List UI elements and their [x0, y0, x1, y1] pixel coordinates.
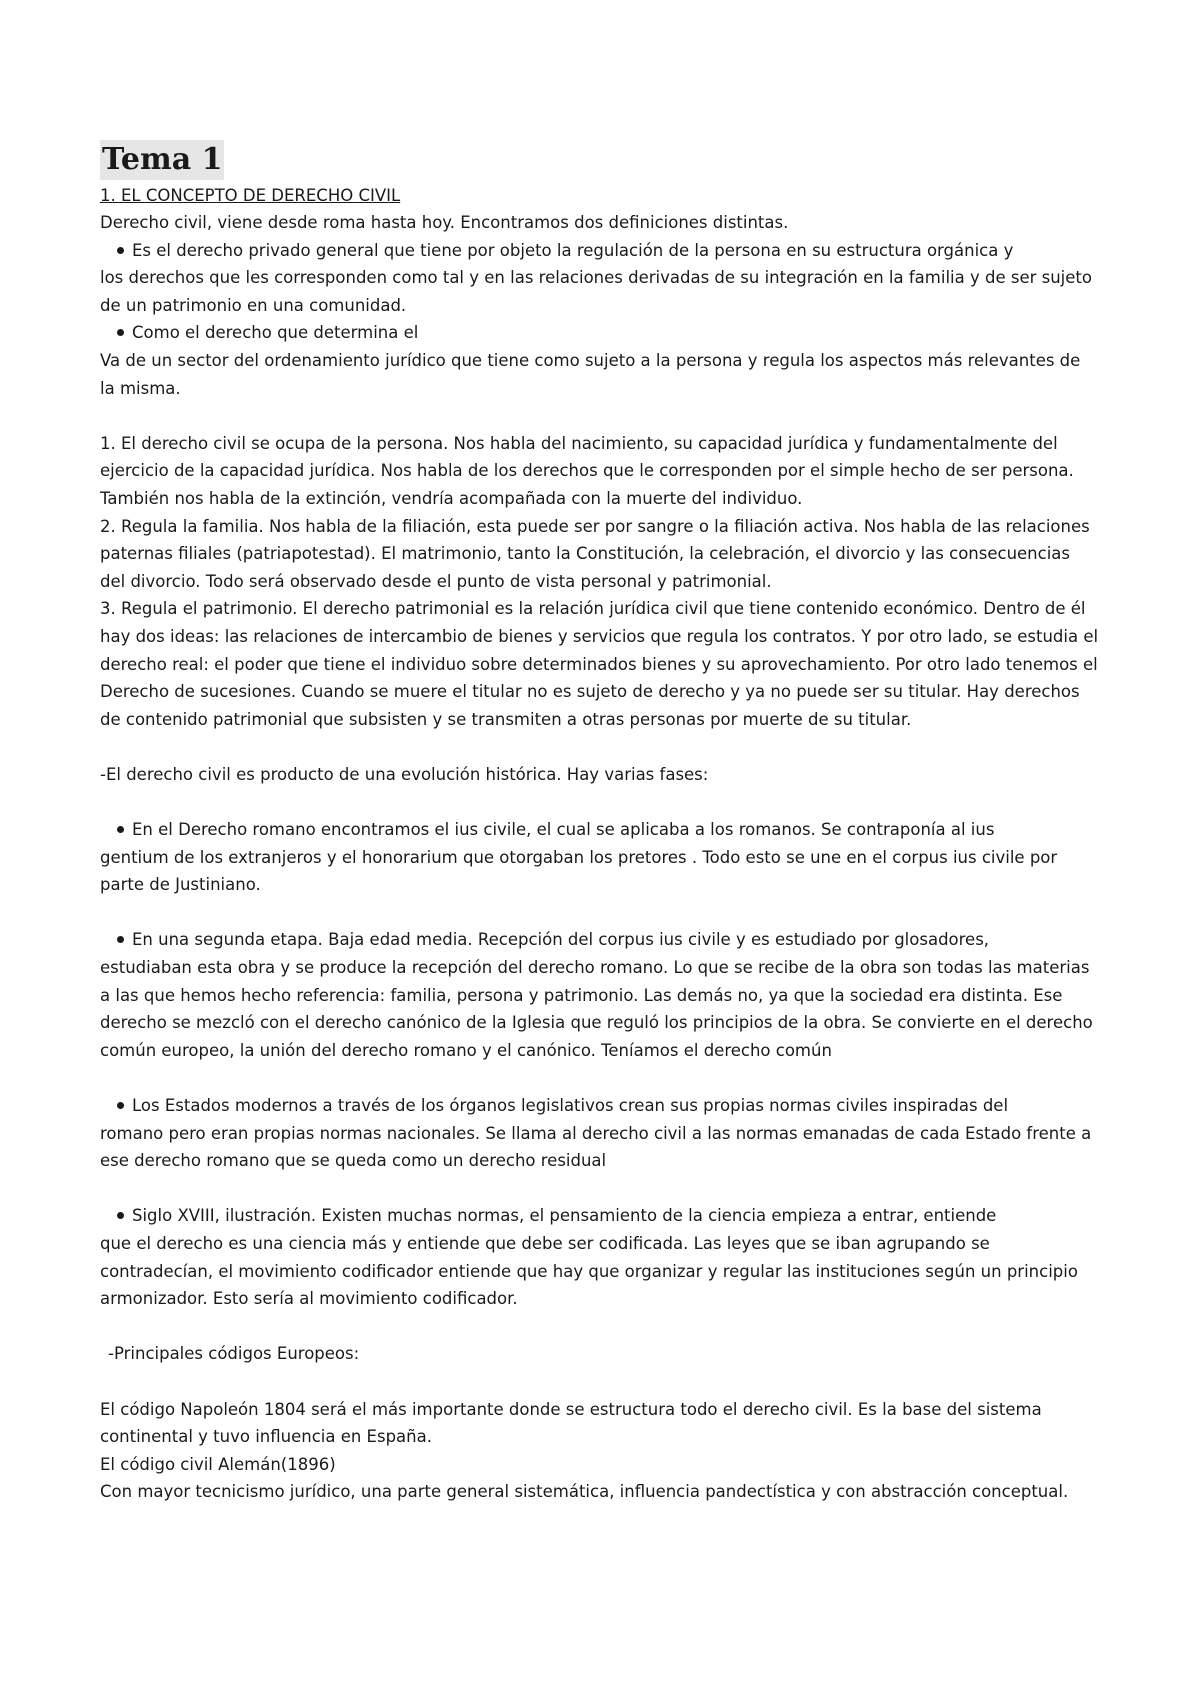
phase-4-continuation: que el derecho es una ciencia más y entiende que debe ser codificada. Las leyes que se iban agrupando se contradecían, el movimiento codificador entiende que hay que organizar y regular las instituciones según un principio armonizador. Esto sería al movimiento codificador. [100, 1233, 1078, 1309]
phase-1-continuation: gentium de los extranjeros y el honorarium que otorgaban los pretores . Todo esto se une en el corpus ius civile por parte de Justiniano. [100, 847, 1058, 895]
bullet-text: En una segunda etapa. Baja edad media. Recepción del corpus ius civile y es estudiado por glosadores, [132, 930, 990, 950]
evolution-intro: -El derecho civil es producto de una evolución histórica. Hay varias fases: [100, 764, 709, 784]
point-familia: 2. Regula la familia. Nos habla de la filiación, esta puede ser por sangre o la filiación activa. Nos habla de las relaciones paternas filiales (patriapotestad). El matrimonio, tanto la Constitución, la celebración, el divorcio y las consecuencias del divorcio. Todo será observado desde el punto de vista personal y patrimonial. [100, 516, 1090, 591]
bullet-text: Los Estados modernos a través de los órganos legislativos crean sus propias normas civiles inspiradas del [132, 1096, 1009, 1115]
bullet-icon [117, 826, 124, 833]
bullet-icon [117, 936, 124, 943]
code-napoleon: El código Napoleón 1804 será el más importante donde se estructura todo el derecho civil. Es la base del sistema continental y tuvo influencia en España. [100, 1399, 1042, 1447]
bullet-text: En el Derecho romano encontramos el ius civile, el cual se aplicaba a los romanos. Se contraponía al ius [132, 820, 995, 840]
phase-2-continuation: estudiaban esta obra y se produce la recepción del derecho romano. Lo que se recibe de la obra son todas las materias a las que hemos hecho referencia: familia, persona y patrimonio. Las demás no, ya que la sociedad era distinta. Ese derecho se mezcló con el derecho canónico de la Iglesia que reguló los principios de la obra. Se convierte en el derecho común europeo, la unión del derecho romano y el canónico. Teníamos el derecho común [100, 958, 1093, 1060]
page-title: Tema 1 [100, 140, 224, 180]
code-german-title: El código civil Alemán(1896) [100, 1454, 336, 1474]
definition-2-continuation: Va de un sector del ordenamiento jurídico que tiene como sujeto a la persona y regula los aspectos más relevantes de la misma. [100, 350, 1081, 398]
definition-bullet-1 [100, 237, 1100, 265]
phase-bullet-2 [100, 926, 1100, 954]
point-persona: 1. El derecho civil se ocupa de la persona. Nos habla del nacimiento, su capacidad jurídica y fundamentalmente del ejercicio de la capacidad jurídica. Nos habla de los derechos que le corresponden por el simple hecho de ser persona. También nos habla de la extinción, vendría acompañada con la muerte del individuo. [100, 433, 1074, 508]
phase-bullet-3 [100, 1092, 1100, 1120]
point-patrimonio: 3. Regula el patrimonio. El derecho patrimonial es la relación jurídica civil que tiene contenido económico. Dentro de él hay dos ideas: las relaciones de intercambio de bienes y servicios que regula los contratos. Y por otro lado, se estudia el derecho real: el poder que tiene el individuo sobre determinados bienes y su aprovechamiento. Por otro lado tenemos el Derecho de sucesiones. Cuando se muere el titular no es sujeto de derecho y ya no puede ser su titular. Hay derechos de contenido patrimonial que subsisten y se transmiten a otras personas por muerte de su titular. [100, 599, 1099, 729]
bullet-text: Es el derecho privado general que tiene por objeto la regulación de la persona en su estructura orgánica y [132, 240, 1014, 260]
codes-heading: -Principales códigos Europeos: [108, 1344, 360, 1364]
section-heading: 1. EL CONCEPTO DE DERECHO CIVIL [100, 186, 401, 205]
phase-bullet-4 [100, 1202, 1100, 1230]
bullet-icon [117, 1102, 124, 1109]
phase-bullet-1 [100, 816, 1100, 844]
code-german-description: Con mayor tecnicismo jurídico, una parte general sistemática, influencia pandectística y con abstracción conceptual. [100, 1482, 1069, 1502]
bullet-text: Siglo XVIII, ilustración. Existen muchas normas, el pensamiento de la ciencia empieza a entrar, entiende [132, 1206, 997, 1226]
bullet-icon [117, 247, 124, 254]
intro-paragraph: Derecho civil, viene desde roma hasta hoy. Encontramos dos definiciones distintas. [100, 213, 789, 232]
phase-3-continuation: romano pero eran propias normas nacionales. Se llama al derecho civil a las normas emanadas de cada Estado frente a ese derecho romano que se queda como un derecho residual [100, 1123, 1092, 1171]
bullet-icon [117, 329, 124, 336]
document-page [100, 140, 1100, 1506]
definition-1-continuation: los derechos que les corresponden como tal y en las relaciones derivadas de su integración en la familia y de ser sujeto de un patrimonio en una comunidad. [100, 268, 1092, 315]
bullet-text: Como el derecho que determina el [132, 323, 419, 343]
bullet-icon [117, 1212, 124, 1219]
definition-bullet-2 [100, 319, 1100, 347]
